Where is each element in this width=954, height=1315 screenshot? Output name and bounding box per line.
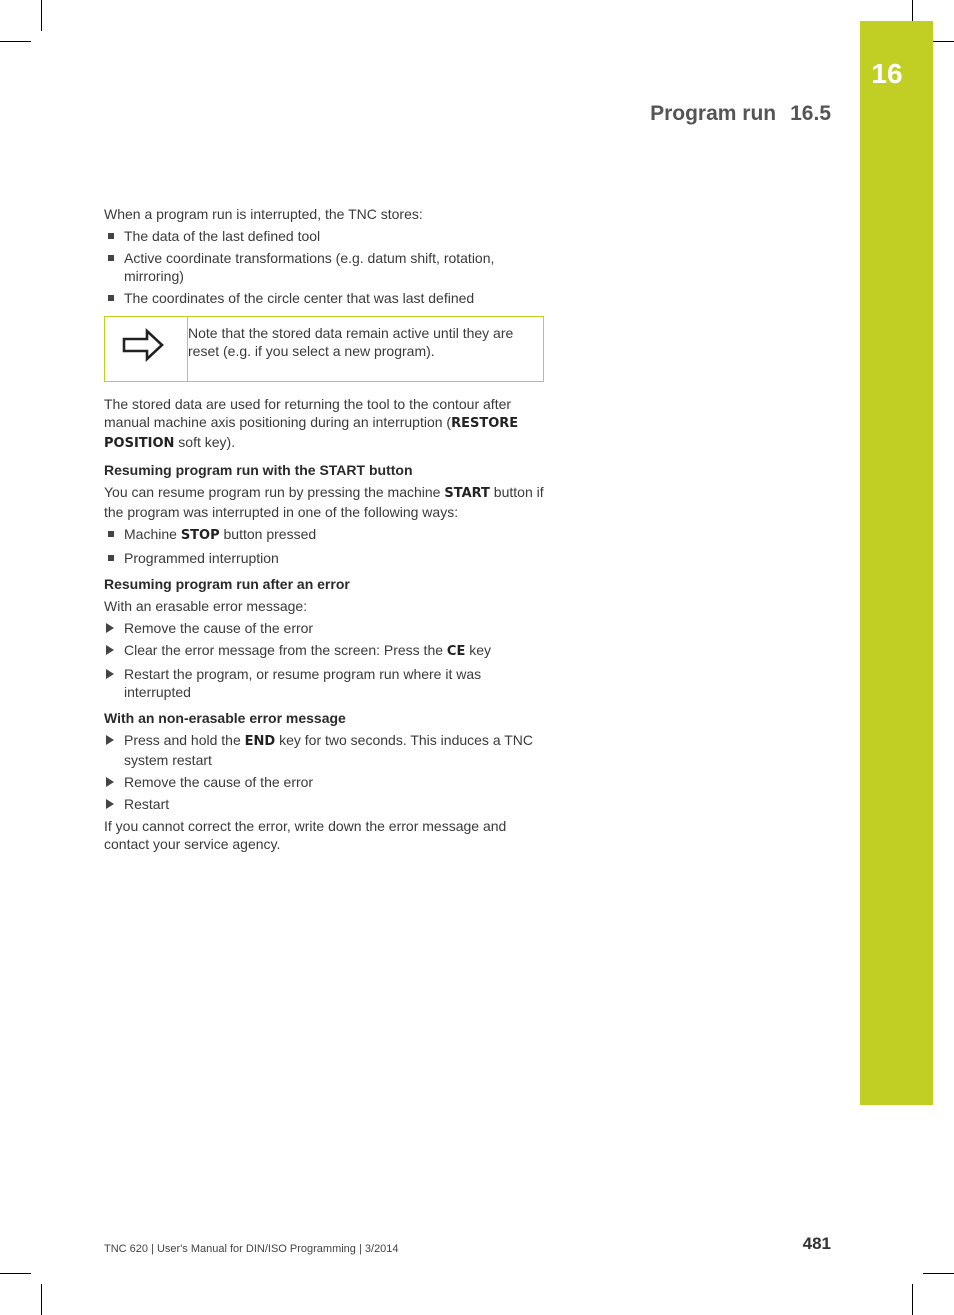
- step-item: Remove the cause of the error: [104, 773, 544, 791]
- page-number: 481: [802, 1234, 831, 1253]
- page-header: [560, 102, 831, 126]
- triangle-arrow-icon: [106, 645, 114, 655]
- nonerasable-steps: [104, 731, 544, 813]
- key-label: CE: [446, 644, 466, 659]
- triangle-arrow-icon: [106, 623, 114, 633]
- section-heading: With an non-erasable error message: [104, 710, 346, 726]
- error-steps: [104, 619, 544, 701]
- error-intro: With an erasable error message:: [104, 598, 308, 614]
- triangle-arrow-icon: [106, 799, 114, 809]
- step-item: Restart: [104, 795, 544, 813]
- key-label: STOP: [180, 528, 220, 543]
- softkey-label: RESTORE POSITION: [104, 416, 519, 451]
- right-arrow-icon: [121, 328, 165, 366]
- footer-text: TNC 620 | User's Manual for DIN/ISO Programming | 3/2014: [104, 1243, 399, 1255]
- intro-paragraph: When a program run is interrupted, the TNC stores:: [104, 206, 423, 222]
- list-item: Programmed interruption: [104, 549, 544, 567]
- header-section: 16.5: [790, 102, 831, 125]
- triangle-arrow-icon: [106, 669, 114, 679]
- header-title: Program run: [650, 102, 777, 125]
- crop-mark: [41, 1284, 42, 1315]
- stored-data-paragraph: The stored data are used for returning the tool to the contour after manual machine axis positioning during an interruption (RESTORE POSITION soft key).: [104, 396, 519, 451]
- crop-mark: [912, 1284, 913, 1315]
- list-item: Machine STOP button pressed: [104, 525, 544, 545]
- triangle-arrow-icon: [106, 735, 114, 745]
- section-heading: Resuming program run after an error: [104, 576, 350, 592]
- triangle-arrow-icon: [106, 777, 114, 787]
- list-item: Active coordinate transformations (e.g. datum shift, rotation, mirroring): [104, 249, 544, 285]
- square-bullet-icon: [108, 295, 114, 301]
- step-item: Restart the program, or resume program run where it was interrupted: [104, 665, 544, 701]
- square-bullet-icon: [108, 255, 114, 261]
- list-item: The data of the last defined tool: [104, 227, 544, 245]
- chapter-tab: [860, 21, 933, 1105]
- note-text: Note that the stored data remain active until they are reset (e.g. if you select a new program).: [188, 325, 514, 359]
- stored-items-list: [104, 227, 544, 307]
- crop-mark: [0, 1273, 31, 1274]
- step-item: Clear the error message from the screen: Press the CE key: [104, 641, 544, 661]
- step-item: Remove the cause of the error: [104, 619, 544, 637]
- note-box: [104, 316, 544, 382]
- step-item: Press and hold the END key for two seconds. This induces a TNC system restart: [104, 731, 544, 769]
- section-heading: Resuming program run with the START button: [104, 462, 413, 478]
- key-label: START: [444, 486, 490, 501]
- key-label: END: [244, 734, 276, 749]
- square-bullet-icon: [108, 233, 114, 239]
- crop-mark: [0, 41, 31, 42]
- crop-mark: [41, 0, 42, 31]
- interruption-list: [104, 525, 544, 567]
- crop-mark: [923, 1273, 954, 1274]
- list-item: The coordinates of the circle center that was last defined: [104, 289, 544, 307]
- chapter-number: 16: [871, 58, 903, 89]
- square-bullet-icon: [108, 555, 114, 561]
- main-content: [104, 205, 544, 857]
- square-bullet-icon: [108, 531, 114, 537]
- closing-paragraph: If you cannot correct the error, write down the error message and contact your service agency.: [104, 818, 507, 852]
- start-paragraph: You can resume program run by pressing the machine START button if the program was interrupted in one of the following ways:: [104, 484, 544, 520]
